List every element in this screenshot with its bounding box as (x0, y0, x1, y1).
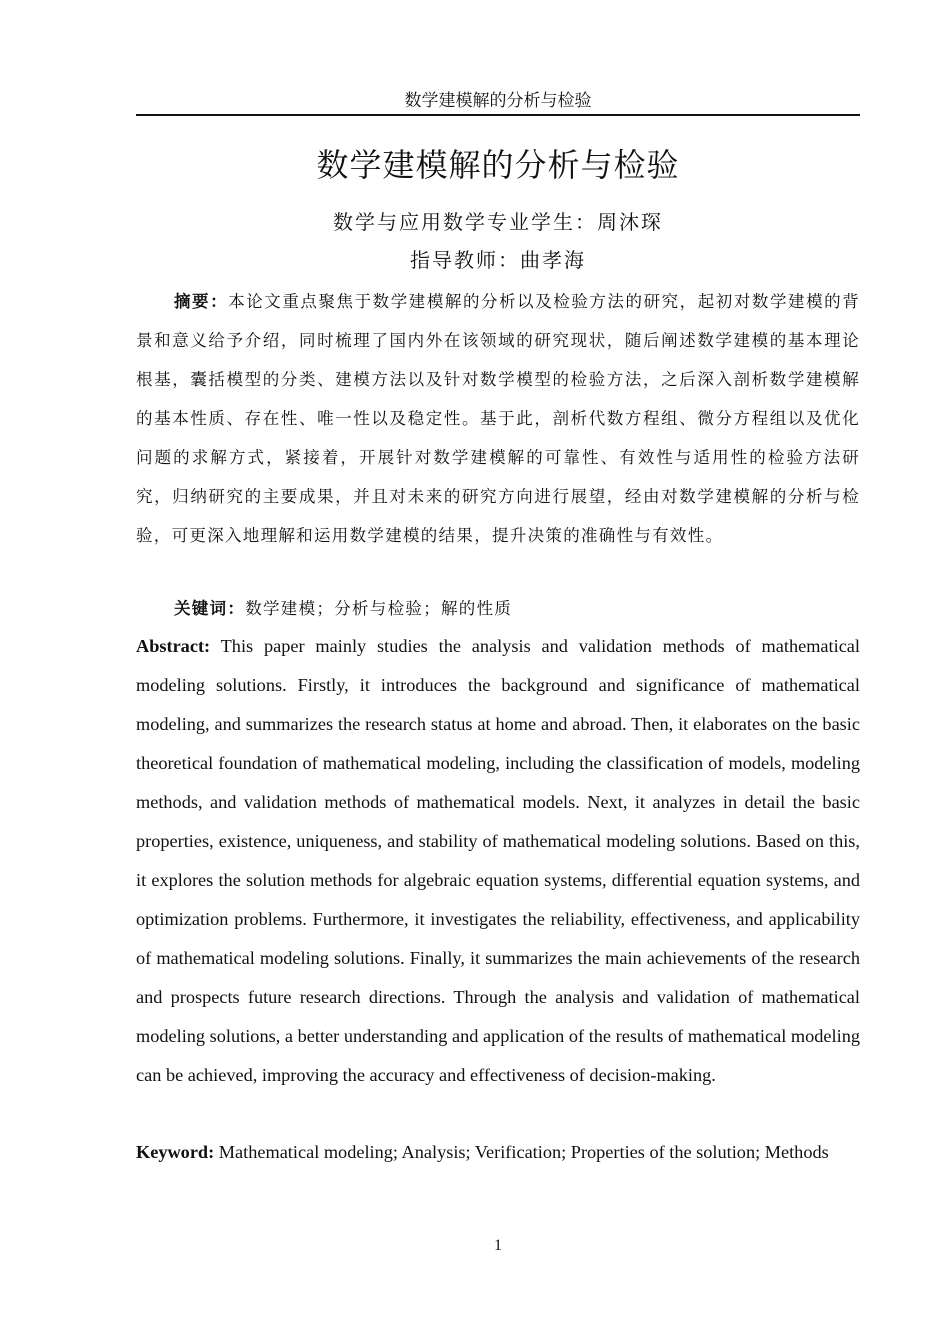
chinese-abstract-label: 摘要： (174, 292, 229, 311)
page-number: 1 (494, 1237, 502, 1254)
english-abstract-label: Abstract: (136, 636, 211, 656)
chinese-abstract (136, 282, 860, 555)
english-keywords-text: Mathematical modeling; Analysis; Verification; Properties of the solution; Methods (218, 1142, 829, 1162)
english-keywords (136, 1133, 860, 1172)
advisor-line: 指导教师：曲孝海 (410, 248, 586, 272)
chinese-abstract-text: 本论文重点聚焦于数学建模解的分析以及检验方法的研究，起初对数学建模的背景和意义给予介绍，同时梳理了国内外在该领域的研究现状，随后阐述数学建模的基本理论根基，囊括模型的分类、建模方法以及针对数学模型的检验方法，之后深入剖析数学建模解的基本性质、存在性、唯一性以及稳定性。基于此，剖析代数方程组、微分方程组以及优化问题的求解方式，紧接着，开展针对数学建模解的可靠性、有效性与适用性的检验方法研究，归纳研究的主要成果，并且对未来的研究方向进行展望，经由对数学建模解的分析与检验，可更深入地理解和运用数学建模的结果，提升决策的准确性与有效性。 (136, 292, 861, 545)
page-title: 数学建模解的分析与检验 (316, 146, 680, 184)
english-abstract-text: This paper mainly studies the analysis and validation methods of mathematical modeling solutions. Firstly, it introduces the background and significance of mathematical modeling, and summarizes the research status at home and abroad. Then, it elaborates on the basic theoretical foundation of mathematical modeling, including the classification of models, modeling methods, and validation methods of mathematical models. Next, it analyzes in detail the basic properties, existence, uniqueness, and stability of mathematical modeling solutions. Based on this, it explores the solution methods for algebraic equation systems, differential equation systems, and optimization problems. Furthermore, it investigates the reliability, effectiveness, and applicability of mathematical modeling solutions. Finally, it summarizes the main achievements of the research and prospects future research directions. Through the analysis and validation of mathematical modeling solutions, a better understanding and application of the results of mathematical modeling can be achieved, improving the accuracy and effectiveness of decision-making. (136, 636, 861, 1085)
chinese-keywords-label: 关键词： (174, 599, 246, 618)
student-line: 数学与应用数学专业学生：周沐琛 (333, 210, 663, 234)
english-abstract (136, 627, 860, 1095)
chinese-keywords (136, 594, 860, 624)
chinese-keywords-text: 数学建模；分析与检验；解的性质 (245, 599, 513, 618)
english-keywords-label: Keyword: (136, 1142, 215, 1162)
header-rule (136, 114, 860, 116)
running-header: 数学建模解的分析与检验 (404, 91, 592, 111)
